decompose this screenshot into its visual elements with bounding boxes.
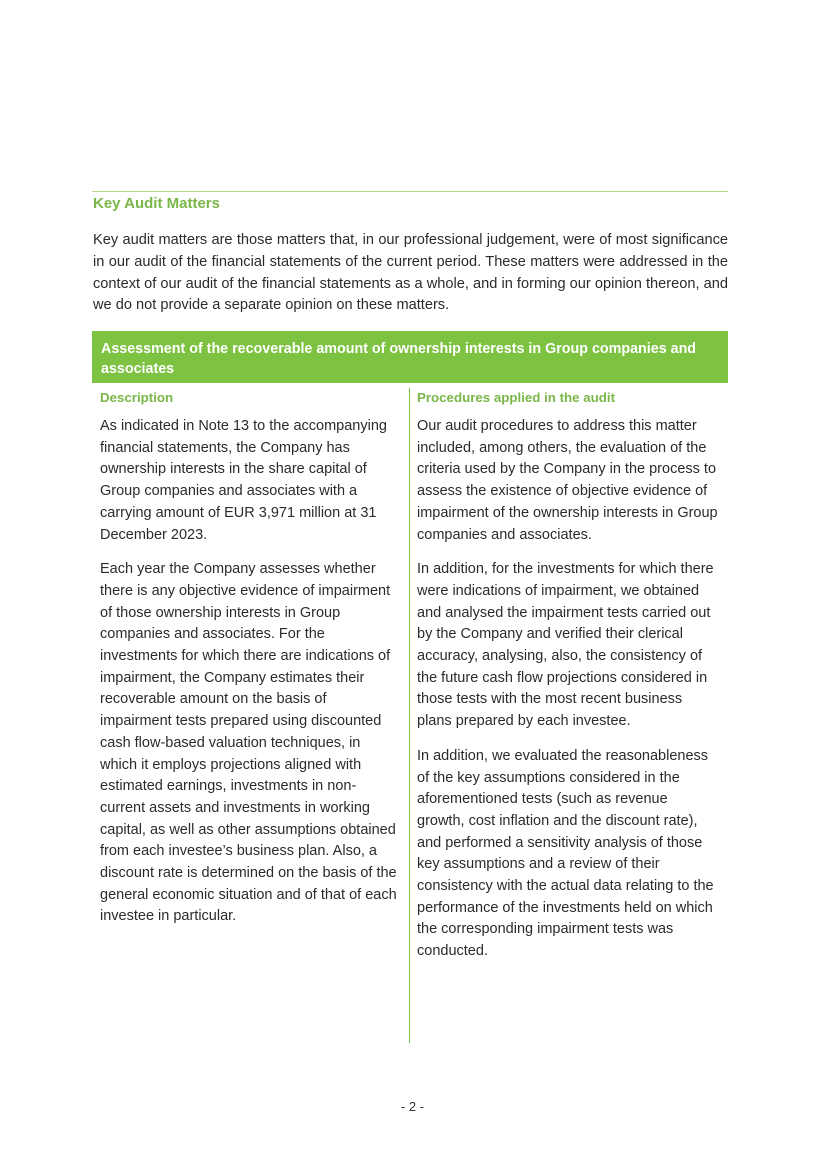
description-heading: Description [100, 390, 174, 405]
key-audit-matter-header [92, 331, 728, 383]
section-title: Key Audit Matters [93, 195, 220, 212]
intro-paragraph: Key audit matters are those matters that, in our professional judgement, were of most significance in our audit of the financial statements of the current period. These matters were addressed in the context of our audit of the financial statements as a whole, and in forming our opinion thereon, and we do not provide a separate opinion on these matters. [93, 232, 728, 314]
description-paragraph: As indicated in Note 13 to the accompanying financial statements, the Company has ownership interests in the share capital of Group companies and associates with a carrying amount of EUR 3,971 million at 31 December 2023. [100, 418, 387, 543]
page-number: - 2 - [400, 1099, 425, 1114]
description-column [100, 416, 400, 941]
description-paragraph: Each year the Company assesses whether there is any objective evidence of impairment of those ownership interests in Group companies and associates. For the investments for which there are indications of impairment, the Company estimates their recoverable amount on the basis of impairment tests prepared using discounted cash flow-based valuation techniques, in which it employs projections aligned with estimated earnings, investments in non-current assets and investments in working capital, as well as other assumptions obtained from each investee’s business plan. Also, a discount rate is determined on the basis of the general economic situation and of that of each investee in particular. [100, 561, 397, 925]
column-divider [409, 388, 410, 1043]
section-divider [92, 191, 728, 192]
procedures-paragraph: In addition, we evaluated the reasonableness of the key assumptions considered in the aforementioned tests (such as revenue growth, cost inflation and the discount rate), and performed a sensitivity analysis of those key assumptions and a review of their consistency with the actual data relating to the performance of the investments held on which the corresponding impairment tests was conducted. [417, 747, 714, 960]
key-audit-matter-title: Assessment of the recoverable amount of ownership interests in Group companies and associates [101, 341, 697, 377]
procedures-column [417, 416, 719, 976]
procedures-heading: Procedures applied in the audit [417, 390, 616, 405]
procedures-paragraph: In addition, for the investments for which there were indications of impairment, we obtained and analysed the impairment tests carried out by the Company and verified their clerical accuracy, analysing, also, the consistency of the future cash flow projections considered in those tests with the most recent business plans prepared by each investee. [417, 561, 714, 730]
procedures-paragraph: Our audit procedures to address this matter included, among others, the evaluation of the criteria used by the Company in the process to assess the existence of objective evidence of impairment of the ownership interests in Group companies and associates. [417, 418, 718, 543]
